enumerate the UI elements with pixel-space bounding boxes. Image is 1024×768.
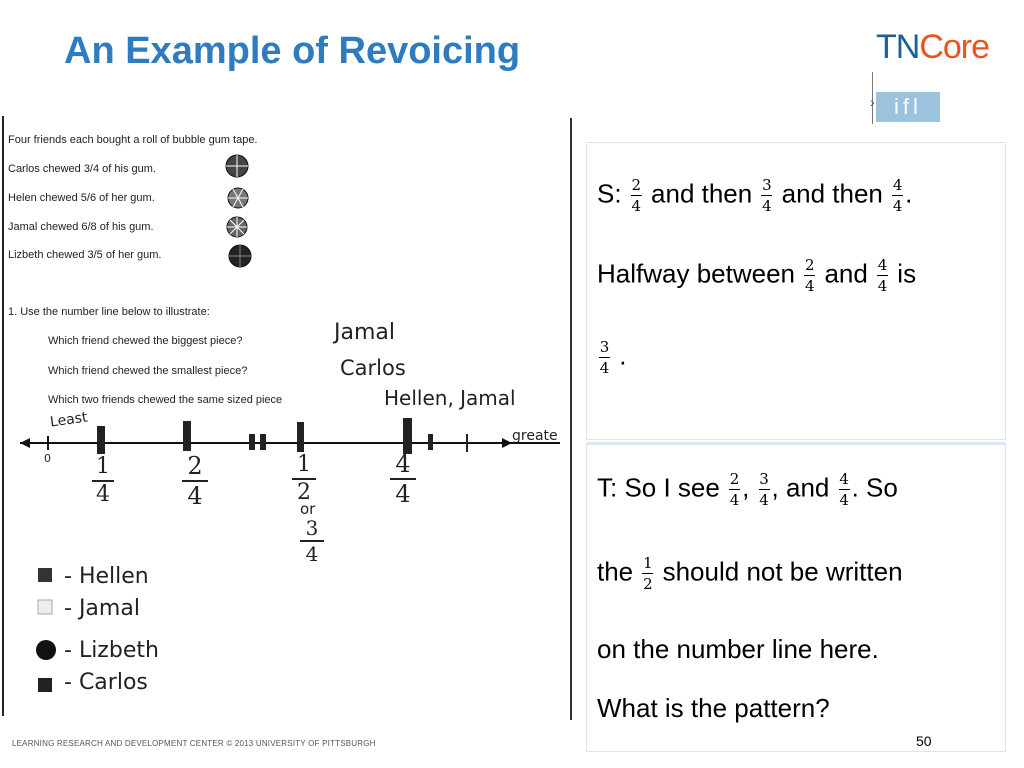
footer-copyright: LEARNING RESEARCH AND DEVELOPMENT CENTER © 2013 UNIVERSITY OF PITTSBURGH [12, 739, 376, 748]
prompt-line: Four friends each bought a roll of bubble gum tape. [8, 134, 258, 146]
student-line-1 [597, 177, 912, 214]
hw-numerator: 1 [297, 452, 311, 477]
hw-numerator: 2 [187, 452, 203, 480]
instruction: 1. Use the number line below to illustrate: [8, 306, 210, 318]
fraction-bar [729, 489, 740, 490]
hw-or: or [300, 500, 316, 518]
hw-numerator: 1 [96, 454, 110, 479]
teacher-line-4: What is the pattern? [597, 693, 830, 723]
key-name: Carlos [78, 670, 148, 695]
fraction [877, 257, 888, 294]
student-statement-panel [586, 142, 1006, 440]
hw-denominator: 2 [297, 480, 311, 505]
hw-fraction-two-quarters [182, 454, 208, 508]
fraction [892, 177, 903, 214]
logo-tn: TN [876, 28, 920, 66]
prompt-line: Jamal chewed 6/8 of his gum. [8, 221, 154, 233]
denominator: 4 [839, 491, 849, 509]
hw-fraction-one-half [292, 454, 316, 504]
student-line-3 [597, 339, 626, 376]
prompt-line: Helen chewed 5/6 of her gum. [8, 192, 155, 204]
denominator: 2 [643, 575, 653, 593]
teacher-line-1 [597, 471, 898, 508]
numerator: 3 [762, 176, 772, 194]
fraction [631, 177, 642, 214]
key-swatch-hellen [38, 568, 52, 582]
numerator: 4 [877, 256, 888, 274]
pie-icon-jamal [227, 217, 247, 237]
hw-denominator: 4 [395, 480, 411, 508]
fraction-bar [761, 195, 772, 196]
fraction-bar [892, 195, 903, 196]
fraction [839, 471, 850, 508]
fraction-bar [631, 195, 642, 196]
teacher-line-2 [597, 555, 903, 592]
number-line-greatest-label: greate [512, 428, 558, 444]
teacher-revoicing-panel [586, 442, 1006, 752]
denominator: 4 [599, 359, 610, 377]
fraction-bar [839, 489, 850, 490]
key-label: - Lizbeth [64, 638, 159, 663]
denominator: 4 [759, 491, 769, 509]
number-line-least-label: Least [49, 409, 89, 431]
hw-fraction-three-quarters [300, 518, 324, 564]
text-run: , and [771, 472, 837, 503]
answer-same: Hellen, Jamal [384, 386, 516, 410]
question: Which friend chewed the smallest piece? [48, 365, 248, 377]
student-work-scan [0, 116, 576, 720]
answer-biggest: Jamal [334, 320, 395, 345]
numerator: 2 [804, 256, 815, 274]
number-line-left-arrow [20, 438, 30, 448]
text-run: . [612, 340, 627, 371]
key-label: - Carlos [64, 670, 148, 695]
page-number: 50 [916, 733, 932, 749]
text-run: should not be written [655, 556, 903, 587]
hw-numerator: 4 [395, 450, 411, 478]
numerator: 2 [631, 176, 642, 194]
fraction [599, 339, 610, 376]
text-run: is [890, 258, 917, 289]
key-swatch-lizbeth [36, 640, 56, 660]
mark-half [297, 422, 304, 452]
fraction-bar [877, 275, 888, 276]
hw-denominator: 4 [96, 482, 110, 507]
fraction [642, 555, 653, 592]
logo-core: Core [919, 28, 990, 66]
mark-two-quarters [183, 421, 191, 451]
key-swatch-carlos [38, 678, 52, 692]
denominator: 4 [729, 491, 740, 509]
hw-numerator: 3 [305, 516, 319, 540]
mark-four-quarters [403, 418, 412, 454]
chevron-right-icon: › [870, 94, 875, 110]
numerator: 4 [892, 176, 903, 194]
fraction-bar [642, 573, 653, 574]
fraction [804, 257, 815, 294]
answer-smallest: Carlos [340, 356, 406, 380]
number-line-drawing [0, 116, 576, 720]
numerator: 1 [643, 554, 653, 572]
student-line-2 [597, 257, 916, 294]
text-run: the [597, 556, 641, 587]
key-name: Hellen [78, 564, 149, 589]
text-run: S: [597, 178, 629, 209]
mark-quarter [97, 426, 105, 454]
text-run: T: So I see [597, 472, 728, 503]
fraction-bar [804, 275, 815, 276]
key-label: - Jamal [64, 596, 140, 621]
numerator: 2 [729, 470, 740, 488]
text-run: . [905, 178, 913, 209]
teacher-line-3: on the number line here. [597, 634, 879, 664]
text-run: and then [643, 178, 760, 209]
slide-title: An Example of Revoicing [64, 30, 521, 72]
key-name: Jamal [78, 596, 140, 621]
text-run: Halfway between [597, 258, 803, 289]
text-run: , [742, 472, 757, 503]
denominator: 4 [804, 277, 815, 295]
numerator: 3 [599, 338, 610, 356]
logo-ifl-box: ifl [876, 92, 940, 122]
logo-wordmark [876, 28, 989, 67]
question: Which two friends chewed the same sized piece [48, 394, 283, 406]
question: Which friend chewed the biggest piece? [48, 335, 243, 347]
key-name: Lizbeth [78, 638, 159, 663]
denominator: 4 [762, 197, 772, 215]
numerator: 4 [839, 470, 849, 488]
number-line-right-arrow [502, 438, 512, 448]
denominator: 4 [892, 197, 903, 215]
hw-denominator: 4 [187, 482, 203, 510]
hw-fraction-one-quarter [92, 456, 114, 506]
pie-icon-lizbeth [229, 245, 251, 267]
fraction-bar [759, 489, 770, 490]
pie-icon-helen [228, 188, 248, 208]
mark-lizbeth-b [260, 434, 266, 450]
hw-denominator: 4 [305, 542, 319, 566]
fraction [729, 471, 740, 508]
fraction [761, 177, 772, 214]
fraction-bar [599, 357, 610, 358]
fraction [759, 471, 770, 508]
prompt-line: Carlos chewed 3/4 of his gum. [8, 163, 156, 175]
key-label: - Hellen [64, 564, 149, 589]
mark-lizbeth-a [249, 434, 255, 450]
denominator: 4 [631, 197, 642, 215]
denominator: 4 [877, 277, 888, 295]
prompt-line: Lizbeth chewed 3/5 of her gum. [8, 249, 162, 261]
number-line-zero: 0 [44, 452, 51, 465]
hw-fraction-four-quarters [390, 452, 416, 506]
numerator: 3 [759, 470, 769, 488]
text-run: and [817, 258, 876, 289]
key-swatch-jamal [38, 600, 52, 614]
pie-icon-carlos [226, 155, 248, 177]
text-run: and then [774, 178, 891, 209]
text-run: . So [851, 472, 898, 503]
mark-extra [428, 434, 433, 450]
tncore-ifl-logo [870, 28, 1010, 128]
